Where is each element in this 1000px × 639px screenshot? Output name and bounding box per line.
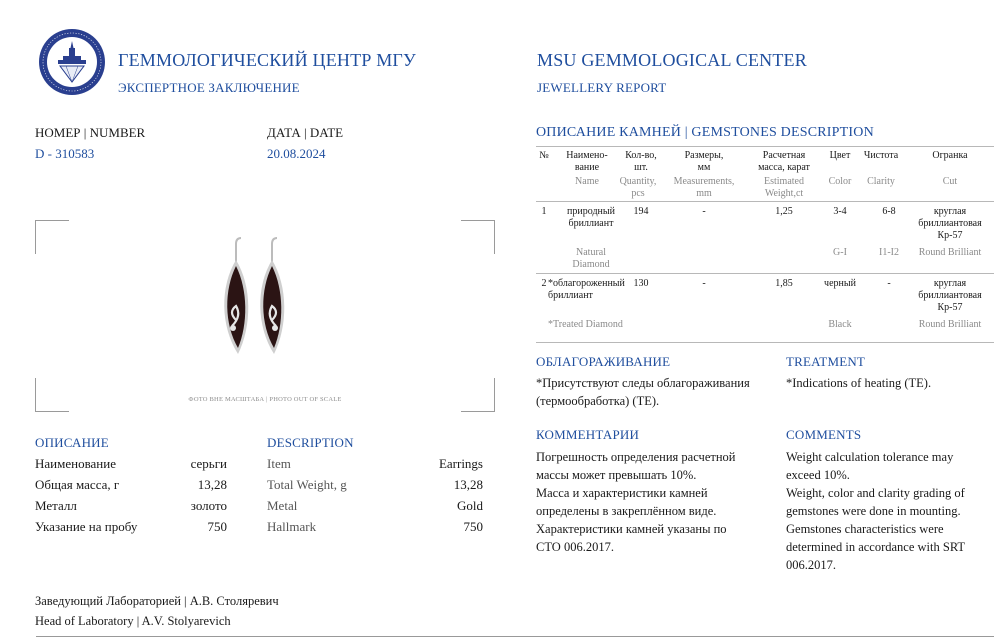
comment-line: exceed 10%. (786, 468, 850, 482)
table-rule (536, 342, 994, 343)
report-number-label: НОМЕР | NUMBER (35, 125, 146, 140)
description-value: 13,28 (453, 477, 483, 492)
col-header-size-en: Measurements, mm (673, 176, 735, 199)
msu-emblem-icon (38, 28, 106, 96)
col-header-clarity-en: Clarity (867, 176, 895, 187)
treatment-text-ru: *Присутствуют следы облагораживания (термообработка) (ТЕ). (536, 376, 750, 408)
header-title-ru: ГЕММОЛОГИЧЕСКИЙ ЦЕНТР МГУ (118, 50, 416, 70)
row-name-ru: *облагороженный бриллиант (548, 278, 625, 301)
col-header-size: Размеры, мм (684, 150, 724, 173)
description-value: 750 (463, 519, 483, 534)
table-rule (536, 146, 994, 147)
description-row (35, 456, 227, 477)
signature-ru: Заведующий Лабораторией | А.В. Столяревич (35, 594, 279, 608)
row-clarity-ru: - (887, 278, 891, 289)
row-name-ru: природный бриллиант (567, 206, 615, 229)
col-header-cut-en: Cut (942, 176, 958, 187)
col-header-color-en: Color (828, 176, 852, 187)
photo-caption: ФОТО ВНЕ МАСШТАБА | PHOTO OUT OF SCALE (188, 396, 342, 403)
row-color-en: Black (828, 319, 852, 330)
col-header-num: № (539, 150, 549, 161)
earrings-photo (212, 236, 312, 358)
row-clarity-en: I1-I2 (879, 247, 899, 258)
comments-text-en (786, 448, 965, 574)
description-value: 750 (207, 519, 227, 534)
row-clarity-ru: 6-8 (882, 206, 896, 217)
description-row (267, 477, 483, 498)
comment-line: determined in accordance with SRT (786, 540, 966, 554)
comment-line: gemstones were done in mounting. (786, 504, 961, 518)
row-cut-en: Round Brilliant (918, 247, 982, 258)
comment-line: Gemstones characteristics were (786, 522, 944, 536)
row-qty: 130 (633, 278, 649, 289)
gemstones-heading: ОПИСАНИЕ КАМНЕЙ | GEMSTONES DESCRIPTION (536, 125, 874, 140)
col-header-name: Наимено- вание (566, 150, 608, 173)
treatment-text-en: *Indications of heating (TE). (786, 376, 932, 390)
row-num: 2 (541, 278, 547, 289)
description-value: серьги (190, 456, 227, 471)
col-header-qty-en: Quantity, pcs (619, 176, 657, 199)
header-subtitle-ru: ЭКСПЕРТНОЕ ЗАКЛЮЧЕНИЕ (118, 80, 300, 95)
table-rule (536, 201, 994, 202)
treatment-heading-en: TREATMENT (786, 354, 866, 369)
comment-line: определены в закреплённом виде. (536, 504, 717, 518)
row-cut-en: Round Brilliant (918, 319, 982, 330)
comment-line: Weight, color and clarity grading of (786, 486, 965, 500)
frame-corner (35, 220, 69, 254)
comment-line: Weight calculation tolerance may (786, 450, 954, 464)
description-heading-ru: ОПИСАНИЕ (35, 435, 109, 450)
row-name-en: *Treated Diamond (548, 319, 623, 330)
description-label: Total Weight, g (267, 477, 347, 492)
description-table-en (267, 456, 483, 540)
description-label: Item (267, 456, 291, 471)
col-header-name-en: Name (575, 176, 599, 187)
col-header-weight-en: Estimated Weight,ct (764, 176, 804, 199)
comment-line: Характеристики камней указаны по (536, 522, 727, 536)
description-value: Earrings (438, 456, 483, 471)
comment-line: 006.2017. (786, 558, 836, 572)
description-value: Gold (457, 498, 483, 513)
description-label: Металл (35, 498, 77, 513)
row-color-ru: черный (824, 278, 856, 289)
report-number-value: D - 310583 (35, 146, 95, 161)
header-title-en: MSU GEMMOLOGICAL CENTER (537, 50, 807, 70)
comments-text-ru (536, 448, 735, 556)
description-row (267, 519, 483, 540)
row-cut-ru: круглая бриллиантовая Кр-57 (918, 206, 982, 241)
signature-en: Head of Laboratory | A.V. Stolyarevich (35, 614, 231, 628)
comment-line: СТО 006.2017. (536, 540, 614, 554)
description-label: Hallmark (267, 519, 317, 534)
description-row (267, 498, 483, 519)
row-color-ru: 3-4 (833, 206, 847, 217)
report-date-value: 20.08.2024 (267, 146, 326, 161)
row-size: - (702, 278, 706, 289)
comment-line: массы может превышать 10%. (536, 468, 697, 482)
description-label: Общая масса, г (35, 477, 120, 492)
description-label: Metal (267, 498, 298, 513)
description-row (35, 519, 227, 540)
row-cut-ru: круглая бриллиантовая Кр-57 (918, 278, 982, 313)
col-header-color: Цвет (829, 150, 851, 161)
comments-heading-ru: КОММЕНТАРИИ (536, 427, 640, 442)
table-rule (536, 273, 994, 274)
description-row (35, 477, 227, 498)
frame-corner (461, 220, 495, 254)
comment-line: Масса и характеристики камней (536, 486, 708, 500)
comment-line: Погрешность определения расчетной (536, 450, 736, 464)
report-date-label: ДАТА | DATE (267, 125, 344, 140)
row-weight: 1,25 (775, 206, 793, 217)
row-num: 1 (541, 206, 547, 217)
description-heading-en: DESCRIPTION (267, 435, 354, 450)
description-label: Наименование (35, 456, 116, 471)
header-subtitle-en: JEWELLERY REPORT (537, 80, 667, 95)
row-size: - (702, 206, 706, 217)
comments-heading-en: COMMENTS (786, 427, 862, 442)
col-header-qty: Кол-во, шт. (625, 150, 657, 173)
row-name-en: Natural Diamond (572, 247, 610, 270)
row-color-en: G-I (833, 247, 847, 258)
description-value: 13,28 (197, 477, 227, 492)
row-qty: 194 (633, 206, 649, 217)
description-value: золото (190, 498, 227, 513)
description-label: Указание на пробу (35, 519, 138, 534)
frame-corner (461, 378, 495, 412)
frame-corner (35, 378, 69, 412)
col-header-cut: Огранка (932, 150, 968, 161)
col-header-clarity: Чистота (863, 150, 899, 161)
description-row (35, 498, 227, 519)
treatment-heading-ru: ОБЛАГОРАЖИВАНИЕ (536, 354, 671, 369)
description-row (267, 456, 483, 477)
description-table-ru (35, 456, 227, 540)
bottom-divider (36, 636, 994, 637)
row-weight: 1,85 (775, 278, 793, 289)
col-header-weight: Расчетная масса, карат (758, 150, 810, 173)
